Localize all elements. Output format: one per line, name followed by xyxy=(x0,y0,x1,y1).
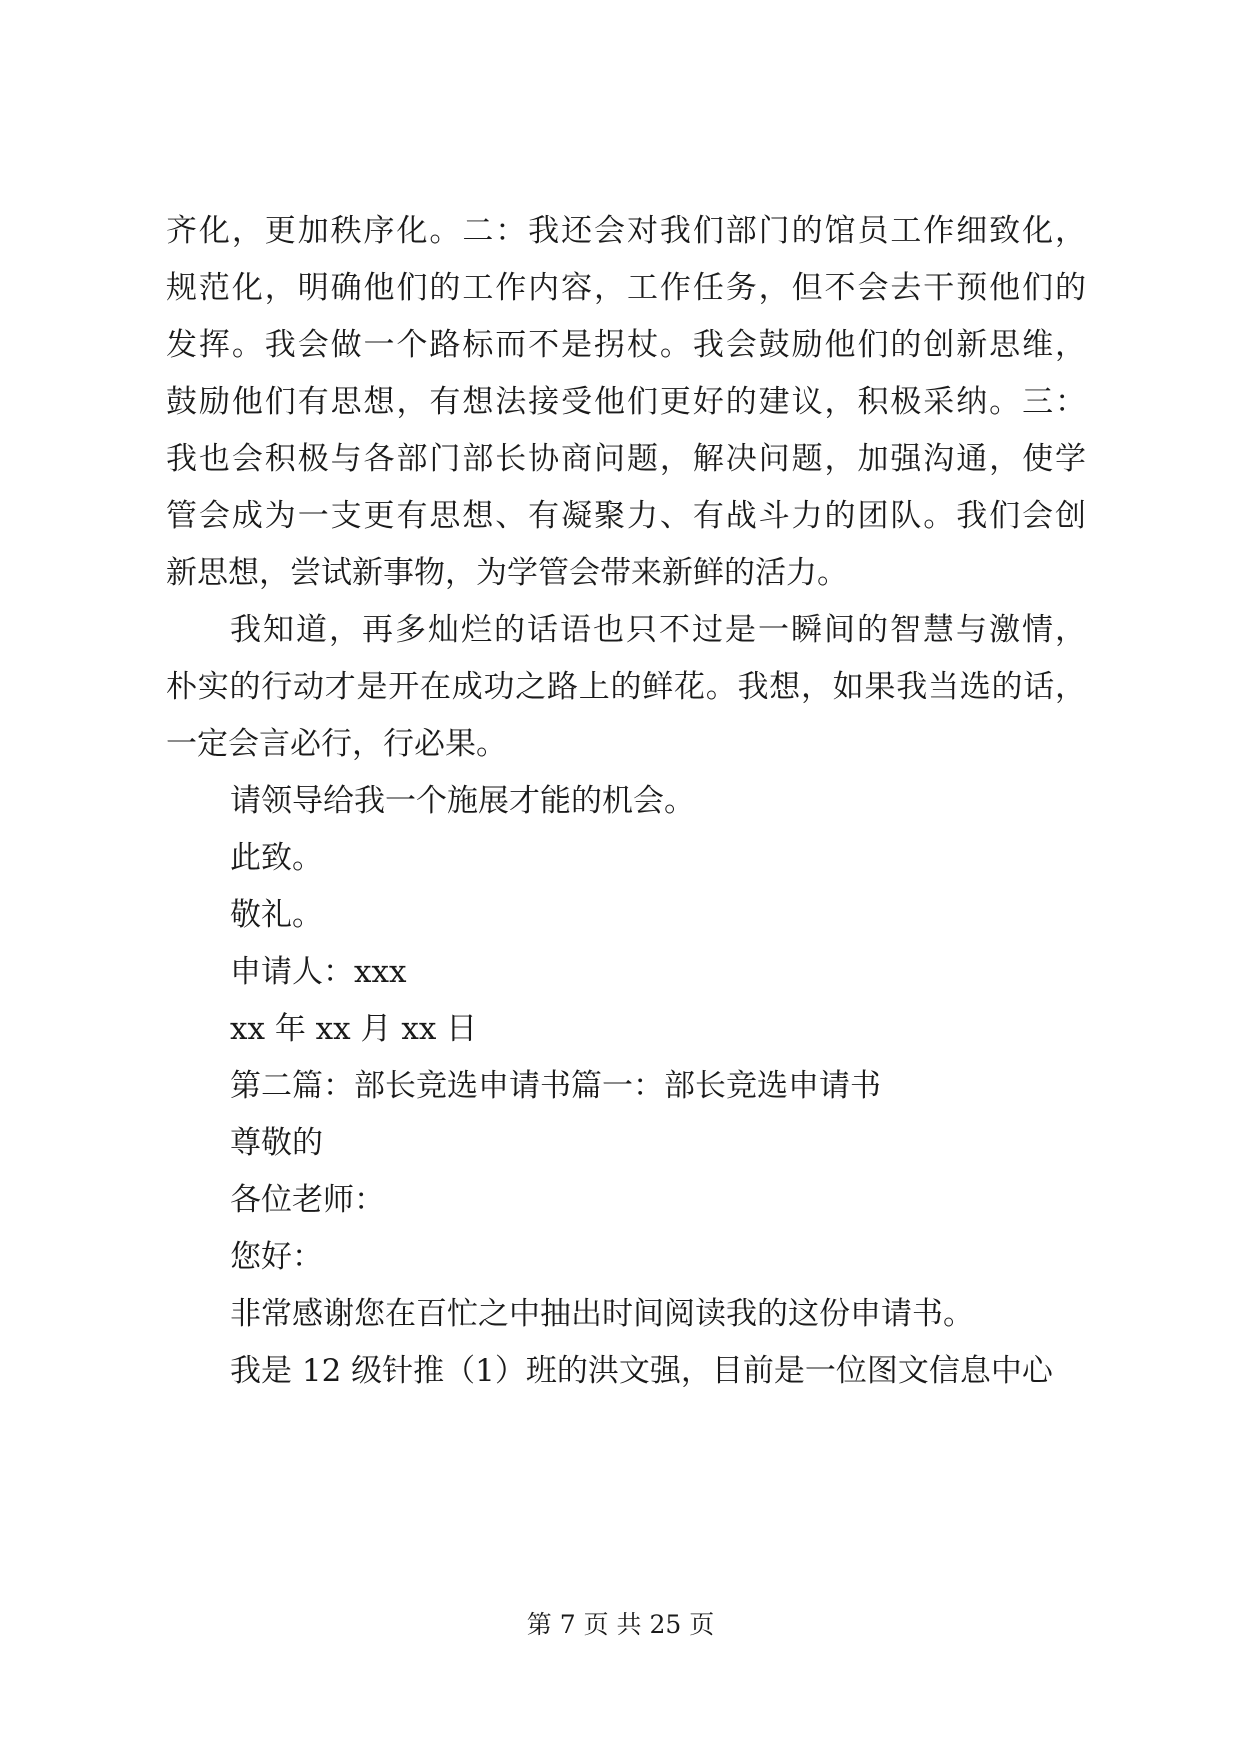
closing-regards: 敬礼。 xyxy=(230,897,323,933)
body-line-10: 一定会言必行，行必果。 xyxy=(166,726,507,762)
body-line-11: 请领导给我一个施展才能的机会。 xyxy=(230,783,695,819)
body-line-2: 规范化，明确他们的工作内容，工作任务，但不会去干预他们的 xyxy=(166,270,1086,306)
applicant-name: 申请人：xxx xyxy=(230,954,407,990)
body-line-5: 我也会积极与各部门部长协商问题，解决问题，加强沟通，使学 xyxy=(166,441,1086,477)
body-line-3: 发挥。我会做一个路标而不是拐杖。我会鼓励他们的创新思维， xyxy=(166,327,1086,363)
closing-salutation: 此致。 xyxy=(230,840,323,876)
section-heading: 第二篇：部长竞选申请书篇一：部长竞选申请书 xyxy=(230,1068,881,1104)
application-date: xx 年 xx 月 xx 日 xyxy=(230,1011,478,1047)
body-line-8: 我知道，再多灿烂的话语也只不过是一瞬间的智慧与激情， xyxy=(230,612,1086,648)
body-line-4: 鼓励他们有思想，有想法接受他们更好的建议，积极采纳。三： xyxy=(166,384,1086,420)
body-line-intro: 我是 12 级针推（1）班的洪文强，目前是一位图文信息中心 xyxy=(230,1353,1053,1389)
greeting-teachers: 各位老师： xyxy=(230,1182,385,1218)
body-line-9: 朴实的行动才是开在成功之路上的鲜花。我想，如果我当选的话， xyxy=(166,669,1086,705)
body-line-7: 新思想，尝试新事物，为学管会带来新鲜的活力。 xyxy=(166,555,848,591)
body-line-thanks: 非常感谢您在百忙之中抽出时间阅读我的这份申请书。 xyxy=(230,1296,974,1332)
body-line-6: 管会成为一支更有思想、有凝聚力、有战斗力的团队。我们会创 xyxy=(166,498,1086,534)
greeting-respected: 尊敬的 xyxy=(230,1125,323,1161)
body-line-1: 齐化，更加秩序化。二：我还会对我们部门的馆员工作细致化， xyxy=(166,213,1086,249)
greeting-hello: 您好： xyxy=(230,1239,323,1275)
page-number-footer: 第 7 页 共 25 页 xyxy=(526,1610,715,1639)
